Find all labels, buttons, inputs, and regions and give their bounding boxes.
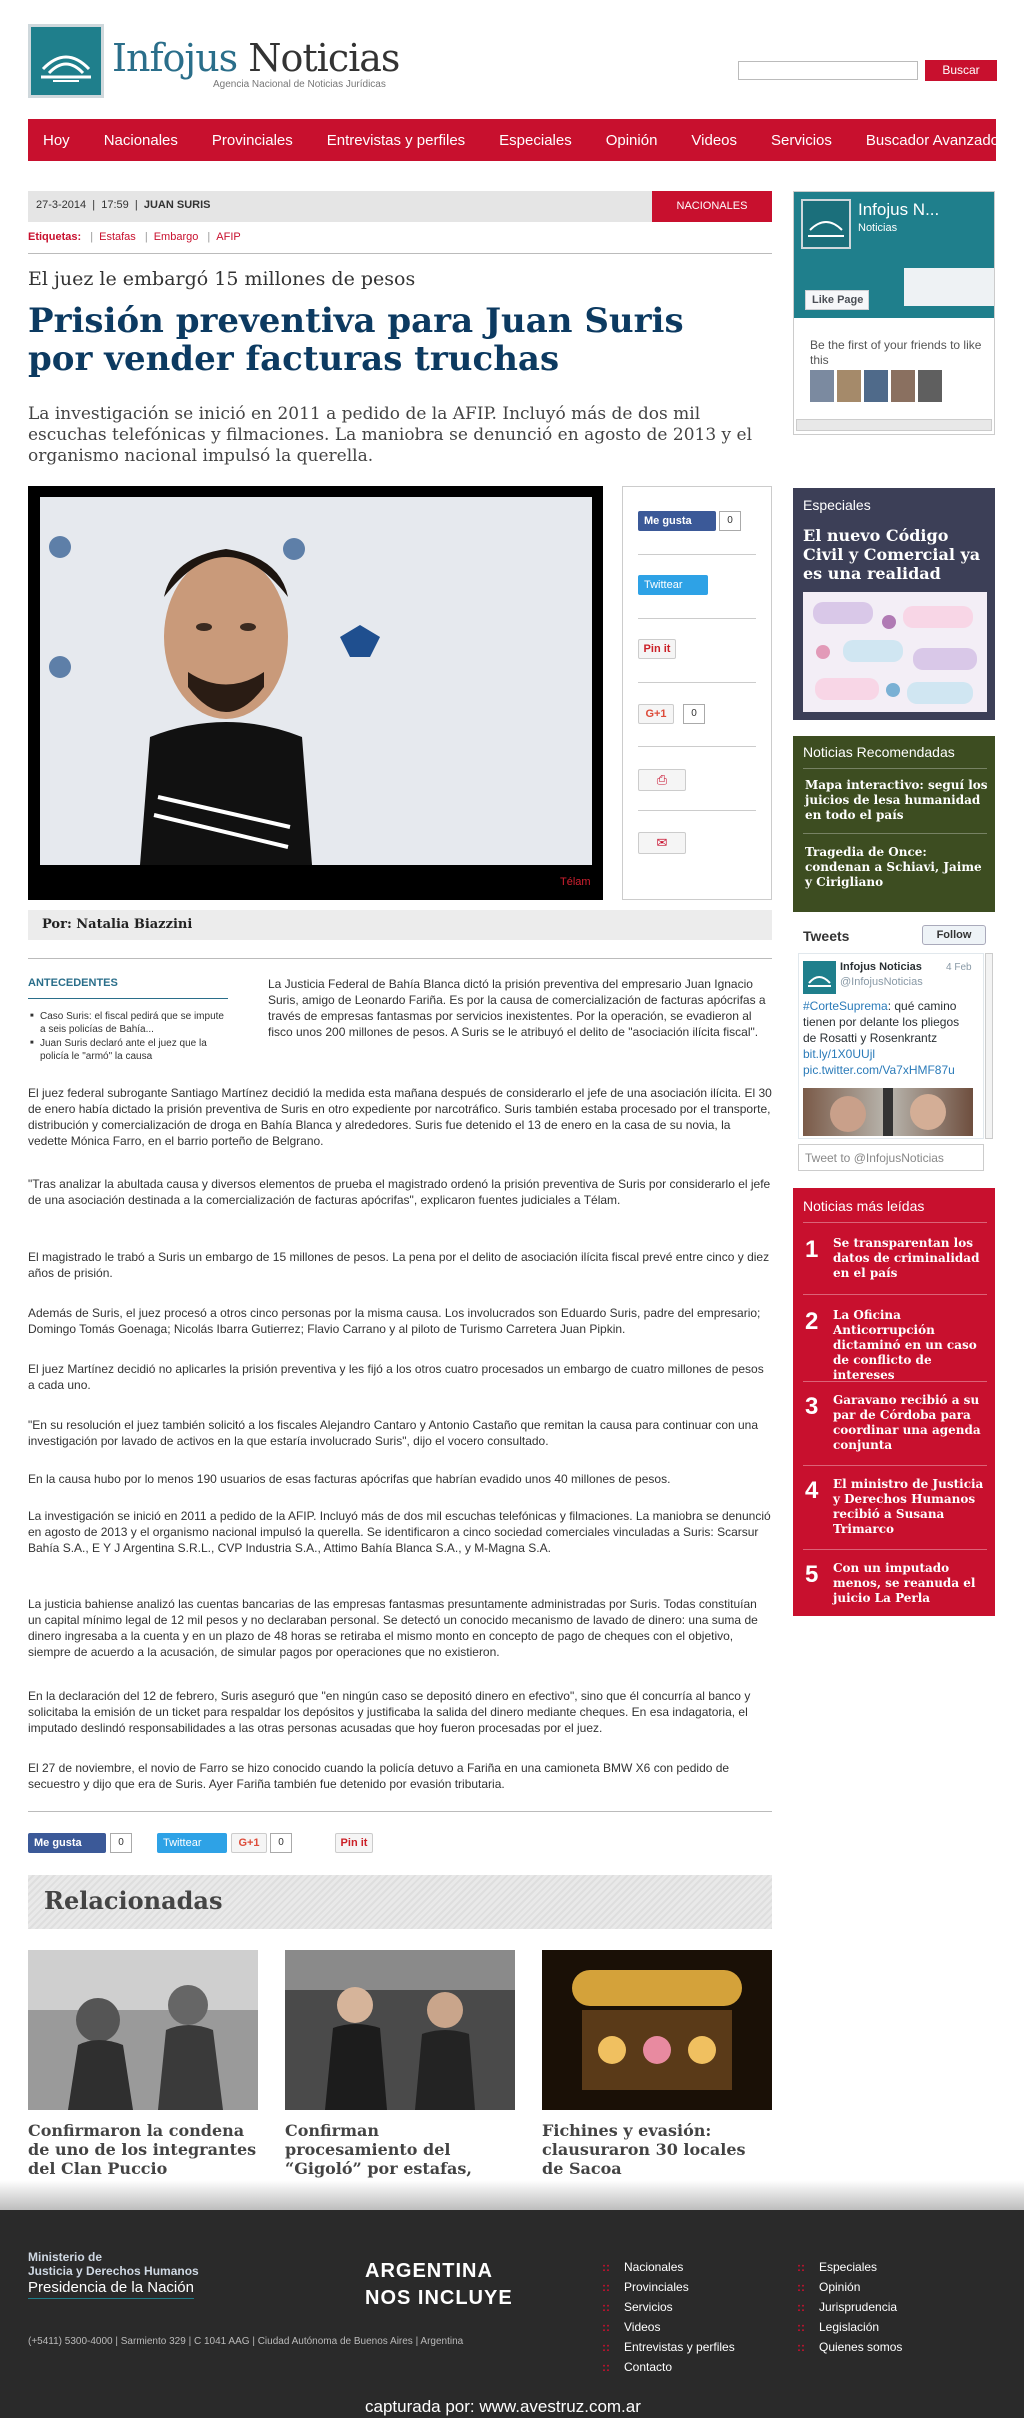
divider <box>28 253 772 254</box>
google-plus-button[interactable]: G+1 <box>638 704 674 724</box>
article-author: Por: Natalia Biazzini <box>42 917 193 932</box>
google-plus-count: 0 <box>270 1833 292 1853</box>
divider <box>803 1294 987 1295</box>
divider <box>638 554 756 555</box>
divider <box>803 1549 987 1550</box>
footer-ministerio-line2: Justicia y Derechos Humanos <box>28 2264 199 2278</box>
rank-number: 2 <box>805 1308 819 1335</box>
avatar[interactable] <box>918 370 942 402</box>
footer-link[interactable]: :: Entrevistas y perfiles <box>602 2340 735 2354</box>
tweet-to-input[interactable]: Tweet to @InfojusNoticias <box>798 1144 984 1171</box>
facebook-page-name[interactable]: Infojus N... <box>858 200 940 219</box>
nav-buscador-avanzado[interactable]: Buscador Avanzado <box>865 131 1000 149</box>
footer-ministerio[interactable] <box>28 2250 199 2278</box>
nav-nacionales[interactable]: Nacionales <box>103 131 178 149</box>
divider <box>803 1222 987 1223</box>
site-tagline: Agencia Nacional de Noticias Jurídicas <box>213 79 386 90</box>
especiales-headline[interactable]: El nuevo Código Civil y Comercial ya es una realidad <box>803 526 981 583</box>
related-image[interactable] <box>28 1950 258 2110</box>
tag-link[interactable]: Estafas <box>99 231 136 243</box>
nav-servicios[interactable]: Servicios <box>771 131 832 149</box>
twitter-share-button[interactable]: Twittear <box>638 575 708 595</box>
article-paragraph: El magistrado le trabó a Suris un embargo de 15 millones de pesos. La pena por el delito de asociación ilícita fiscal prevé entre cinco y diez años de prisión. <box>28 1250 770 1280</box>
divider <box>803 1381 987 1382</box>
article-paragraph: El 27 de noviembre, el novio de Farro se hizo conocido cuando la policía detuvo a Fariña en una camioneta BMW X6 con pedido de secuestro y dijo que era de Suris. Ayer Fariña también fue detenido por evasión tributaria. <box>28 1761 730 1791</box>
mas-leidas-label: Noticias más leídas <box>803 1198 925 1214</box>
tweet-author-name[interactable]: Infojus Noticias <box>840 961 922 973</box>
antecedente-link[interactable]: ■ Juan Suris declaró ante el juez que la policía le "armó" la causa <box>28 1037 228 1063</box>
twitter-follow-button[interactable] <box>922 925 986 945</box>
nav-opinion[interactable]: Opinión <box>605 131 658 149</box>
mas-leida-link[interactable]: La Oficina Anticorrupción dictaminó en un caso de conflicto de intereses <box>833 1308 977 1382</box>
rank-number: 5 <box>805 1561 819 1588</box>
nav-provinciales[interactable]: Provinciales <box>211 131 293 149</box>
article-paragraph: "Tras analizar la abultada causa y diversos elementos de prueba el magistrado ordenó la prisión preventiva de Suris por considerarlo el jefe de una asociación destinada a la comercialización de facturas apócrifas", explicaron fuentes judiciales a Télam. <box>28 1177 771 1207</box>
divider <box>638 810 756 811</box>
tweet-date[interactable]: 4 Feb <box>946 962 972 973</box>
twitter-share-button[interactable]: Twittear <box>157 1833 227 1853</box>
divider <box>803 1465 987 1466</box>
tweet-hashtag[interactable]: #CorteSuprema <box>803 999 888 1013</box>
antecedentes-title: ANTECEDENTES <box>28 977 118 989</box>
related-image[interactable] <box>542 1950 772 2110</box>
search-input[interactable] <box>738 61 918 80</box>
footer-argentina-line1: ARGENTINA <box>365 2260 493 2282</box>
divider <box>28 1811 772 1812</box>
footer-link[interactable]: :: Opinión <box>797 2280 860 2294</box>
footer-fade <box>0 2180 1024 2210</box>
nav-videos[interactable]: Videos <box>691 131 738 149</box>
facebook-page-sub: Noticias <box>858 222 898 234</box>
photo-credit: Télam <box>560 876 591 888</box>
recomendadas-label: Noticias Recomendadas <box>803 744 955 760</box>
mas-leida-link[interactable]: Con un imputado menos, se reanuda el juicio La Perla <box>833 1561 976 1605</box>
tweets-scrollbar[interactable] <box>985 953 993 1139</box>
article-paragraph: El juez federal subrogante Santiago Martínez decidió la medida esta mañana después de considerarlo el jefe de una asociación ilícita. El 30 de enero había dictado la prisión preventiva de Suris en otro expediente por narcotráfico. Suris también estaba procesado por el transporte, distribución y comercialización de droga en Bahía Blanca y alrededores. Suris fue detenido el 13 de enero en la casa de su novia, la vedette Mónica Farro, en el barrio porteño de Belgrano. <box>28 1086 772 1148</box>
article-date: 27-3-2014 <box>36 199 87 211</box>
recomendada-link[interactable]: Tragedia de Once: condenan a Schiavi, Jaime y Cirigliano <box>805 845 982 889</box>
facebook-like-count: 0 <box>110 1833 132 1853</box>
section-badge[interactable]: NACIONALES <box>652 191 772 222</box>
facebook-like-label: Me gusta <box>644 515 692 527</box>
envelope-icon[interactable]: ✉ <box>638 832 686 854</box>
tags: Etiquetas: | Estafas | Embargo | AFIP <box>28 231 241 243</box>
footer-link[interactable]: :: Videos <box>602 2320 660 2334</box>
facebook-like-page-button[interactable] <box>805 290 869 310</box>
avatar[interactable] <box>837 370 861 402</box>
article-meta: 27-3-2014 | 17:59 | JUAN SURIS <box>36 199 211 211</box>
tag-link[interactable]: Embargo <box>153 231 199 243</box>
facebook-like-button[interactable]: Me gusta <box>28 1833 106 1853</box>
especiales-image[interactable] <box>803 592 987 712</box>
article-time: 17:59 <box>101 199 129 211</box>
tweet-media-link[interactable]: pic.twitter.com/Va7xHMF87u <box>803 1063 955 1077</box>
article-paragraph: La Justicia Federal de Bahía Blanca dictó la prisión preventiva del empresario Juan Ignacio Suris, amigo de Leonardo Fariña. Es por la causa de comercialización de facturas apócrifas a través de empresas fantasmas por servicios inexistentes. Por la operación, se evadieron al fisco unos 200 millones de pesos. A Suris se le atribuyó el delito de "asociación ilícita fiscal". <box>268 977 766 1039</box>
tag-link[interactable]: AFIP <box>216 231 241 243</box>
divider <box>638 682 756 683</box>
article-paragraph: "En su resolución el juez también solicitó a los fiscales Alejandro Cantaro y Antonio Castaño que remitan la causa para continuar con una investigación por lavado de activos en la que estaría involucrado Suris", dijo el vocero consultado. <box>28 1418 759 1448</box>
related-title: Relacionadas <box>44 1886 223 1915</box>
footer-address: (+5411) 5300-4000 | Sarmiento 329 | C 1041 AAG | Ciudad Autónoma de Buenos Aires | Argentina <box>28 2336 464 2347</box>
tweet-link[interactable]: bit.ly/1X0UUjl <box>803 1047 876 1061</box>
facebook-friends-avatars <box>810 370 950 404</box>
pinterest-button[interactable]: Pin it <box>638 639 676 659</box>
related-image[interactable] <box>285 1950 515 2110</box>
footer-link[interactable]: :: Jurisprudencia <box>797 2300 897 2314</box>
article-lede: La investigación se inició en 2011 a pedido de la AFIP. Incluyó más de dos mil escuchas telefónicas y filmaciones. La maniobra se denunció en agosto de 2013 y el organismo nacional impulsó la querella. <box>28 404 753 466</box>
site-logo-text[interactable]: Infojus Noticias <box>112 36 400 80</box>
facebook-like-button[interactable] <box>638 511 716 531</box>
divider <box>803 833 987 834</box>
tweet-body: : qué camino tienen por delante los pliegos de Rosatti y Rosenkrantz <box>803 999 960 1045</box>
footer-link[interactable]: :: Contacto <box>602 2360 672 2374</box>
footer-link[interactable]: :: Especiales <box>797 2260 877 2274</box>
tweet-image[interactable] <box>803 1088 973 1136</box>
footer <box>0 2210 1024 2418</box>
footer-presidencia[interactable]: Presidencia de la Nación <box>28 2279 194 2299</box>
google-plus-button[interactable]: G+1 <box>231 1833 267 1853</box>
search-button[interactable]: Buscar <box>925 60 997 81</box>
article-paragraph: En la causa hubo por lo menos 190 usuarios de esas facturas apócrifas que habrían evadido unos 40 millones de pesos. <box>28 1472 671 1486</box>
article-paragraph: Además de Suris, el juez procesó a otros cinco personas por la misma causa. Los involucrados son Eduardo Suris, padre del empresario; Domingo Tomás Goenaga; Nicolás Ibarra Gutierrez; Flavio Carrano y al piloto de Turismo Carretera Juan Pipkin. <box>28 1306 761 1336</box>
related-headline[interactable]: Confirman procesamiento del “Gigoló” por estafas, <box>285 2121 472 2178</box>
divider <box>638 618 756 619</box>
footer-link[interactable]: :: Nacionales <box>602 2260 683 2274</box>
antecedente-link[interactable]: ■ Caso Suris: el fiscal pedirá que se impute a seis policías de Bahía... <box>28 1010 228 1036</box>
related-headline[interactable]: Fichines y evasión: clausuraron 30 locales de Sacoa <box>542 2121 746 2178</box>
twitter-avatar[interactable] <box>803 961 836 994</box>
article-kicker: El juez le embargó 15 millones de pesos <box>28 268 416 290</box>
footer-link[interactable]: :: Legislación <box>797 2320 879 2334</box>
facebook-friends-text: Be the first of your friends to like this <box>810 338 982 367</box>
avatar[interactable] <box>810 370 834 402</box>
especiales-label: Especiales <box>803 497 871 513</box>
antecedentes-rule <box>28 998 228 999</box>
article-headline: Prisión preventiva para Juan Suris por vender facturas truchas <box>28 301 684 379</box>
article-paragraph: La justicia bahiense analizó las cuentas bancarias de las empresas fantasmas presuntamente administradas por Suris. Todas constituían un capital mínimo legal de 12 mil pesos y no declaraban personal. Se detectó un conocido mecanismo de lavado de dinero: una suma de dinero ingresaba a la cuenta y en un plazo de 48 horas se retiraba el mismo monto en concepto de pago de cheques con el objetivo, siempre de acuerdo a la acusación, de simular pagos por operaciones que no existieron. <box>28 1597 758 1659</box>
mas-leida-link[interactable]: Se transparentan los datos de criminalidad en el país <box>833 1236 980 1280</box>
nav-entrevistas[interactable]: Entrevistas y perfiles <box>326 131 466 149</box>
article-photo[interactable] <box>40 497 592 865</box>
article-paragraph: En la declaración del 12 de febrero, Suris aseguró que "en ningún caso se depositó dinero en efectivo", sino que él concurría al banco y solicitaba la emisión de un ticket para respaldar los depósitos y justificaba la salida del dinero mediante cheques. En esa indagatoria, el imputado deslindó responsabilidades a las otras personas acusadas que hoy fueron procesadas por el juez. <box>28 1689 751 1735</box>
footer-ministerio-line1: Ministerio de <box>28 2250 103 2264</box>
nav-especiales[interactable]: Especiales <box>499 131 572 149</box>
avatar[interactable] <box>891 370 915 402</box>
rank-number: 4 <box>805 1477 819 1504</box>
divider <box>28 958 772 959</box>
article-subject: JUAN SURIS <box>143 199 211 211</box>
nav-hoy[interactable]: Hoy <box>43 131 70 149</box>
footer-link[interactable]: :: Provinciales <box>602 2280 689 2294</box>
recomendada-link[interactable]: Mapa interactivo: seguí los juicios de lesa humanidad en todo el país <box>805 778 988 822</box>
mas-leida-link[interactable]: Garavano recibió a su par de Córdoba para coordinar una agenda conjunta <box>833 1393 981 1452</box>
site-logo-icon[interactable] <box>28 24 104 98</box>
main-nav <box>28 119 1000 161</box>
rank-number: 1 <box>805 1236 819 1263</box>
related-headline[interactable]: Confirmaron la condena de uno de los integrantes del Clan Puccio <box>28 2121 257 2178</box>
facebook-like-page-label: Like Page <box>812 294 864 306</box>
pinterest-button[interactable]: Pin it <box>335 1833 373 1853</box>
avatar[interactable] <box>864 370 888 402</box>
facebook-scrollbar[interactable] <box>796 419 992 431</box>
divider <box>803 768 987 769</box>
capture-credit: capturada por: www.avestruz.com.ar <box>365 2397 641 2416</box>
facebook-like-count: 0 <box>719 511 741 531</box>
article-paragraph: La investigación se inició en 2011 a pedido de la AFIP. Incluyó más de dos mil escuchas telefónicas y filmaciones. La maniobra se denunció en agosto de 2013 y el organismo nacional impulsó la querella. Se identificaron a cinco sociedad comerciales vinculadas a Suris: Scarsur Bahía S.A., E Y J Argentina S.R.L., CVP Industria S.A., Attimo Bahía Blanca S.A., y M-Magna S.A. <box>28 1509 771 1555</box>
footer-link[interactable]: :: Quienes somos <box>797 2340 902 2354</box>
divider <box>638 746 756 747</box>
follow-label: Follow <box>936 929 972 941</box>
footer-argentina-line2: NOS INCLUYE <box>365 2287 513 2309</box>
tags-label: Etiquetas: <box>28 231 82 243</box>
mas-leida-link[interactable]: El ministro de Justicia y Derechos Humanos recibió a Susana Trimarco <box>833 1477 984 1536</box>
antecedentes-list <box>28 1010 228 1064</box>
article-paragraph: El juez Martínez decidió no aplicarles la prisión preventiva y les fijó a los otros cuatro procesados un embargo de cuatro millones de pesos a cada uno. <box>28 1362 764 1392</box>
footer-argentina-logo[interactable] <box>365 2258 513 2312</box>
footer-link[interactable]: :: Servicios <box>602 2300 673 2314</box>
tweet-text <box>803 998 973 1078</box>
tweet-author-handle[interactable]: @InfojusNoticias <box>840 976 923 988</box>
tweets-title: Tweets <box>803 928 850 944</box>
printer-icon[interactable]: ⎙ <box>638 769 686 791</box>
rank-number: 3 <box>805 1393 819 1420</box>
google-plus-count: 0 <box>683 704 705 724</box>
